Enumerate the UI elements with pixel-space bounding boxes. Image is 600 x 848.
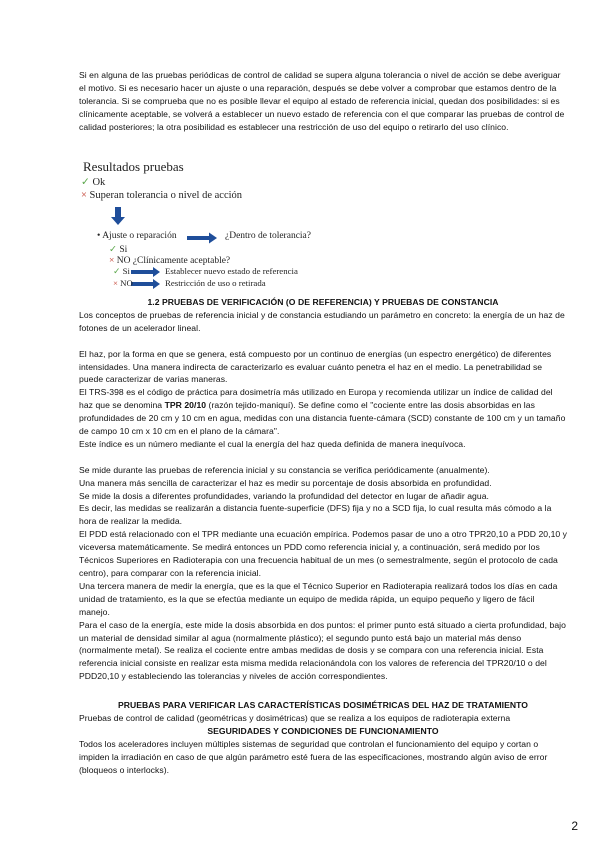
text-span: (razón tejido-maniquí). Se define como el "cociente entre las dosis absorbidas en las profundidades de 20 cm y 10 cm en agua, medidas con una distancia fuente-cámara (SCD) constante de 100 cm y un tamaño de campo 10 cm x 10 cm en el plano de la cámara". <box>79 400 566 437</box>
section-dosimetric-title: PRUEBAS PARA VERIFICAR LAS CARACTERÍSTICAS DOSIMÉTRICAS DEL HAZ DE TRATAMIENTO <box>117 700 529 710</box>
spacer <box>79 335 567 348</box>
no-clinical-row <box>109 256 230 266</box>
right-arrow-icon <box>187 233 217 244</box>
down-arrow-icon <box>111 207 125 225</box>
cross-icon-3: × <box>113 278 118 288</box>
no-clinical-label: NO ¿Clínicamente aceptable? <box>116 256 231 266</box>
section-safety-title: SEGURIDADES Y CONDICIONES DE FUNCIONAMIENTO <box>207 725 439 736</box>
paragraph: Es decir, las medidas se realizarán a distancia fuente-superficie (DFS) fija y no a SCD fija, lo cual resulta más cómodo a la hora de realizar la medida. <box>79 503 552 527</box>
adjust-label: Ajuste o reparación <box>102 231 177 241</box>
paragraph: Los conceptos de pruebas de referencia inicial y de constancia estudiando un parámetro en concreto: la energía de un haz de fotones de un acelerador lineal. <box>79 309 565 333</box>
no-restrict-row <box>113 278 133 288</box>
text-span: El TRS-398 es el código de práctica para dosimetría más utilizado en Europa y recomienda utilizar un índice de calidad del haz que se denomina <box>79 387 553 411</box>
paragraph: Se mide durante las pruebas de referencia inicial y su constancia se verifica periódicamente (anualmente). <box>79 464 490 475</box>
paragraph: El PDD está relacionado con el TPR mediante una ecuación empírica. Podemos pasar de uno a otro TPR20,10 a PDD 20,10 y viceversa matemáticamente. Se medirá entonces un PDD como referencia inicial y, a continuación, será medido por los Técnicos Superiores en Radioterapia con una frecuencia habitual de un mes (o semestralmente, según el protocolo de cada centro), para comparar con la referencia inicial. <box>79 529 568 578</box>
check-icon-3: ✓ <box>113 266 121 276</box>
section-dosimetric <box>79 699 567 776</box>
diagram-title: Resultados pruebas <box>83 159 184 174</box>
page-number: 2 <box>571 819 578 833</box>
si-row <box>109 244 127 255</box>
paragraph: Una tercera manera de medir la energía, que es la que el Técnico Superior en Radioterapia realizará todos los días en cada unidad de tratamiento, es la que se efectúa mediante un equipo de medida rápida, un equipo pequeño y ligero de fácil manejo. <box>79 580 558 617</box>
paragraph: Este índice es un número mediante el cual la energía del haz queda definida de manera inequívoca. <box>79 438 466 449</box>
adjust-row <box>97 231 177 241</box>
si-new-ref-label: Si <box>122 266 130 276</box>
check-icon-2: ✓ <box>109 245 117 255</box>
tpr-term: TPR 20/10 <box>164 400 207 411</box>
paragraph: Se mide la dosis a diferentes profundidades, variando la profundidad del detector en lugar de añadir agua. <box>79 490 489 501</box>
si-new-ref-row <box>113 266 130 277</box>
intro-paragraph <box>79 69 567 134</box>
within-tolerance-question: ¿Dentro de tolerancia? <box>225 231 311 241</box>
right-arrow-icon-3 <box>131 279 160 289</box>
check-icon: ✓ <box>81 177 90 188</box>
paragraph-trs398 <box>79 386 567 438</box>
paragraph: Todos los aceleradores incluyen múltiples sistemas de seguridad que controlan el funcionamiento del equipo y cortan o impiden la irradiación en caso de que algún parámetro esté fuera de las especificaciones, mostrando algún aviso de error (bloqueos o interlocks). <box>79 738 548 775</box>
results-flow-diagram <box>79 157 319 293</box>
section-1-2 <box>79 296 567 683</box>
bullet-icon: • <box>97 231 101 241</box>
section-1-2-title: 1.2 PRUEBAS DE VERIFICACIÓN (O DE REFERENCIA) Y PRUEBAS DE CONSTANCIA <box>147 297 499 307</box>
cross-icon: × <box>81 190 87 201</box>
paragraph: Para el caso de la energía, este mide la dosis absorbida en dos puntos: el primer punto está situado a cierta profundidad, bajo un material de densidad similar al agua (normalmente plástico); el segundo punto está bajo un material más denso (normalmente metal). Se realiza el cociente entre ambas medidas de dosis y se compara con una referencia inicial. Esta referencia inicial consiste en realizar esta misma medida relacionándola con los valores de referencia del TPR20/10 o del PDD20,10 y estableciendo las tolerancias y niveles de acción correspondientes. <box>79 619 566 682</box>
exceed-row <box>81 190 242 201</box>
right-arrow-icon-2 <box>131 267 160 277</box>
si-label: Si <box>119 245 128 255</box>
exceed-label: Superan tolerancia o nivel de acción <box>89 190 243 201</box>
intro-text: Si en alguna de las pruebas periódicas de control de calidad se supera alguna tolerancia o nivel de acción se debe averiguar el motivo. Si es necesario hacer un ajuste o una reparación, después se debe volver a comprobar que estamos dentro de la tolerancia. Si se comprueba que no es posible llevar el equipo al estado de referencia inicial, quedan dos posibilidades: si es clínicamente aceptable, se volverá a establecer un nuevo estado de referencia con el que comparar las pruebas de control de calidad posteriores; la otra posibilidad es establecer una restricción de uso del equipo o retirarlo del uso clínico. <box>79 70 565 132</box>
paragraph: Una manera más sencilla de caracterizar el haz es medir su porcentaje de dosis absorbida en profundidad. <box>79 477 492 488</box>
spacer <box>79 451 567 464</box>
ok-label: Ok <box>92 177 106 188</box>
ok-row <box>81 176 105 188</box>
cross-icon-2: × <box>109 256 115 266</box>
new-ref-label: Establecer nuevo estado de referencia <box>165 266 298 276</box>
paragraph: El haz, por la forma en que se genera, está compuesto por un continuo de energías (un espectro energético) de diferentes intensidades. Una manera indirecta de caracterizarlo es evaluar cuánto penetra el haz en el medio. La penetrabilidad se puede caracterizar de varias maneras. <box>79 348 552 385</box>
paragraph: Pruebas de control de calidad (geométricas y dosimétricas) que se realiza a los equipos de radioterapia externa <box>79 712 511 723</box>
restrict-label: Restricción de uso o retirada <box>165 278 266 288</box>
no-restrict-label: NO <box>120 278 133 288</box>
